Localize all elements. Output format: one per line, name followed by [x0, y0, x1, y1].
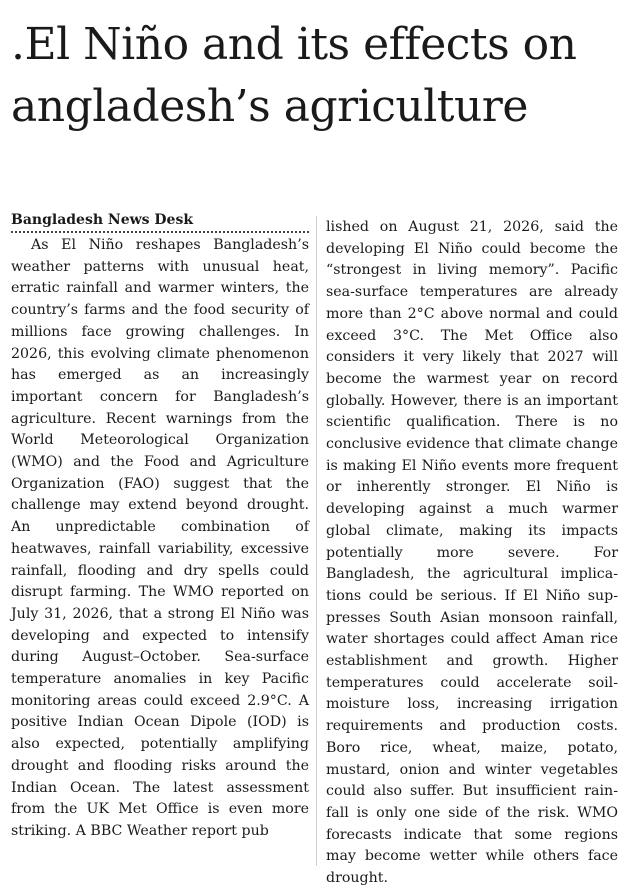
- byline: Bangladesh News Desk: [11, 212, 194, 228]
- article-body-column-right: lished on August 21, 2026, said the developing El Niño could become the “strongest in living memory”. Pacific sea-surface temperatures are already more than 2°C above normal and could exceed 3°C. The Met Office also considers it very likely that 2027 will become the warmest year on record globally. However, there is an important scientific qualification. There is no conclusive evidence that climate change is making El Niño events more frequent or inherently stronger. El Niño is developing against a much warmer global climate, making its impacts potentially more severe. For Bangladesh, the agricultural implications could be serious. If El Niño suppresses South Asian monsoon rainfall, water shortages could affect Aman rice establishment and growth. Higher temperatures could accelerate soil-moisture loss, increasing irrigation requirements and production costs. Boro rice, wheat, maize, potato, mustard, onion and winter vegetables could also suffer. But insufficient rainfall is only one side of the risk. WMO forecasts indicate that some regions may become wetter while others face drought.: [326, 219, 618, 887]
- column-divider: [316, 216, 317, 866]
- article-body-column-left: As El Niño reshapes Bangladesh’s weather patterns with unusual heat, erratic rainfall and warmer winters, the country’s farms and the food security of millions face growing challenges. In 2026, this evolving climate phenomenon has emerged as an increasingly important concern for Bangladesh’s agriculture. Recent warnings from the World Meteorological Organization (WMO) and the Food and Agriculture Organization (FAO) suggest that the challenge may extend beyond drought. An unpredictable combination of heatwaves, rainfall variability, excessive rainfall, flooding and dry spells could disrupt farming. The WMO reported on July 31, 2026, that a strong El Niño was developing and expected to intensify during August–October. Sea-surface temperature anomalies in key Pacific monitoring areas could exceed 2.9°C. A positive Indian Ocean Dipole (IOD) is also expected, potentially amplifying drought and flooding risks around the Indian Ocean. The latest assessment from the UK Met Office is even more striking. A BBC Weather report pub: [11, 237, 309, 839]
- headline: .El Niño and its effects on angladesh’s agriculture: [11, 19, 577, 132]
- byline-dotted-rule: [11, 231, 309, 233]
